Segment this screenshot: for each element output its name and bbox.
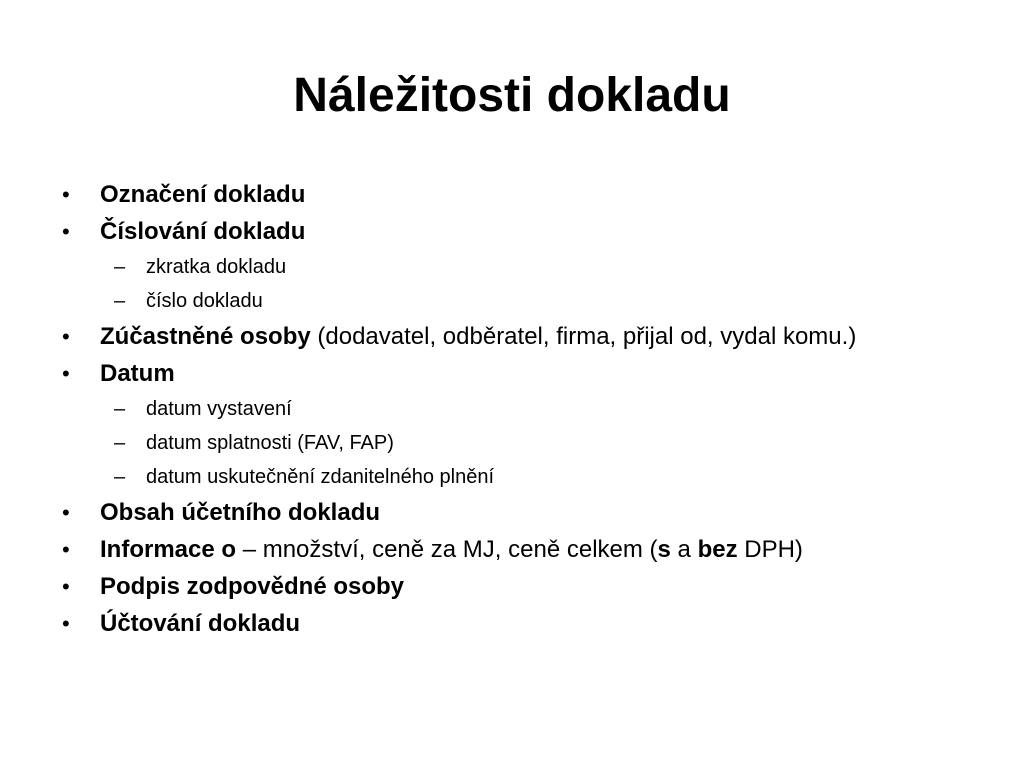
sub-item-text: datum uskutečnění zdanitelného plnění: [146, 466, 495, 488]
sub-item: [60, 254, 940, 280]
item-text-dph: DPH): [737, 536, 803, 563]
dash-icon: –: [114, 290, 126, 312]
item-text: (dodavatel, odběratel, firma, přijal od, vydal komu.): [310, 323, 857, 350]
list-item-zucastnene-osoby: [60, 322, 940, 352]
sub-item: [60, 430, 940, 456]
bullet-list: [60, 180, 940, 646]
item-emphasis-bez: bez: [697, 536, 738, 563]
list-item-cislovani: [60, 217, 940, 247]
sub-item: [60, 288, 940, 314]
bullet-icon: •: [62, 219, 70, 244]
bullet-icon: •: [62, 537, 70, 562]
dash-icon: –: [114, 432, 126, 454]
bullet-icon: •: [62, 574, 70, 599]
list-item-datum: [60, 359, 940, 389]
list-item-informace: [60, 535, 940, 565]
bullet-icon: •: [62, 182, 70, 207]
dash-icon: –: [114, 466, 126, 488]
slide-title: Náležitosti dokladu: [293, 69, 731, 122]
bullet-icon: •: [62, 324, 70, 349]
item-text-a: a: [670, 536, 698, 563]
list-item-podpis: [60, 572, 940, 602]
item-text: – množství, ceně za MJ, ceně celkem (: [236, 536, 658, 563]
item-label: Datum: [100, 360, 175, 387]
sub-item: [60, 396, 940, 422]
item-label: Zúčastněné osoby: [100, 323, 311, 350]
sub-item: [60, 464, 940, 490]
item-label: Obsah účetního dokladu: [100, 499, 381, 526]
item-emphasis-s: s: [657, 536, 671, 563]
list-item-oznaceni: [60, 180, 940, 210]
sub-item-text: číslo dokladu: [146, 290, 263, 312]
dash-icon: –: [114, 398, 126, 420]
item-label: Účtování dokladu: [100, 610, 301, 637]
sub-item-text: datum vystavení: [146, 398, 292, 420]
list-item-uctovani: [60, 609, 940, 639]
item-label: Označení dokladu: [100, 181, 306, 208]
list-item-obsah: [60, 498, 940, 528]
item-label: Číslování dokladu: [100, 218, 306, 245]
bullet-icon: •: [62, 361, 70, 386]
sub-item-text: datum splatnosti (FAV, FAP): [146, 432, 394, 454]
sub-item-text: zkratka dokladu: [146, 256, 287, 278]
dash-icon: –: [114, 256, 126, 278]
bullet-icon: •: [62, 500, 70, 525]
bullet-icon: •: [62, 611, 70, 636]
item-label: Podpis zodpovědné osoby: [100, 573, 405, 600]
item-label: Informace o: [100, 536, 237, 563]
